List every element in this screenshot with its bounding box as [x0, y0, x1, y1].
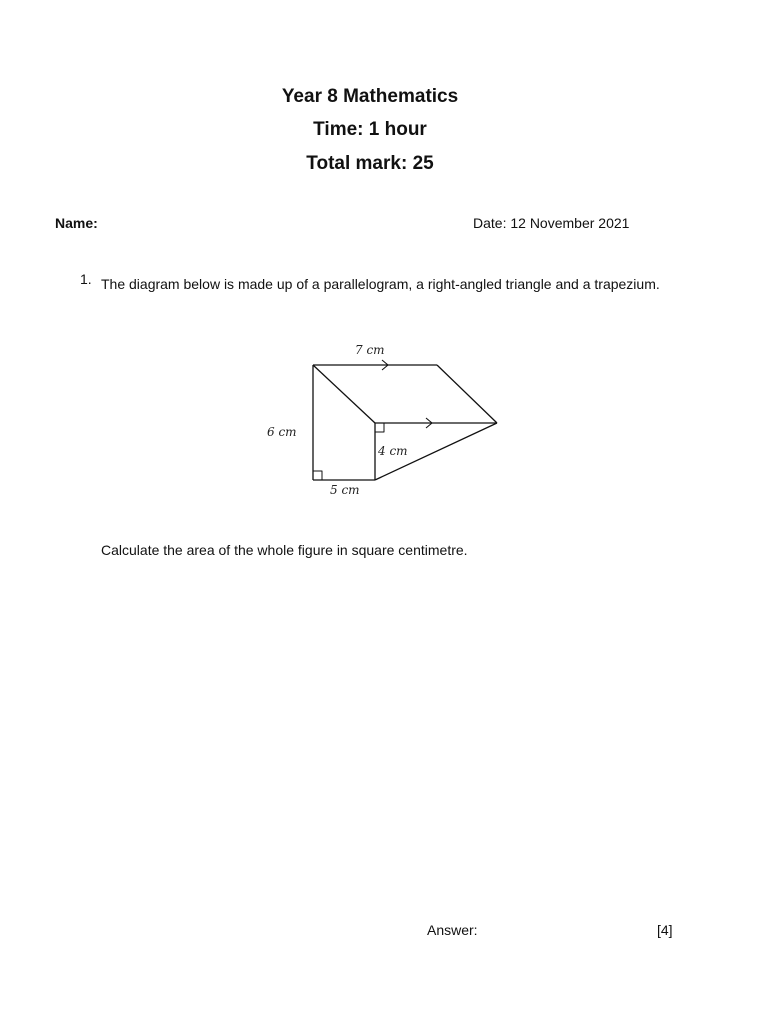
name-label: Name:	[55, 215, 98, 231]
label-inner: 4 cm	[378, 444, 408, 458]
label-top: 7 cm	[355, 343, 385, 357]
label-left: 6 cm	[267, 425, 297, 439]
question-number: 1.	[80, 271, 92, 287]
right-angle-marker-inner	[375, 423, 384, 432]
composite-figure-diagram	[260, 338, 510, 508]
diagonal-edge	[313, 365, 375, 423]
exam-date: Date: 12 November 2021	[473, 215, 630, 231]
page-title: Year 8 Mathematics	[281, 86, 459, 107]
exam-time: Time: 1 hour	[313, 119, 427, 140]
question-instruction: Calculate the area of the whole figure in square centimetre.	[101, 542, 468, 558]
question-text: The diagram below is made up of a parallelogram, a right-angled triangle and a trapezium.	[101, 276, 660, 292]
answer-label: Answer:	[427, 922, 478, 938]
parallelogram-right-edge	[437, 365, 497, 423]
question-marks: [4]	[657, 922, 673, 938]
right-angle-marker-bottom	[313, 471, 322, 480]
total-mark: Total mark: 25	[306, 153, 434, 174]
label-bottom: 5 cm	[330, 483, 360, 497]
